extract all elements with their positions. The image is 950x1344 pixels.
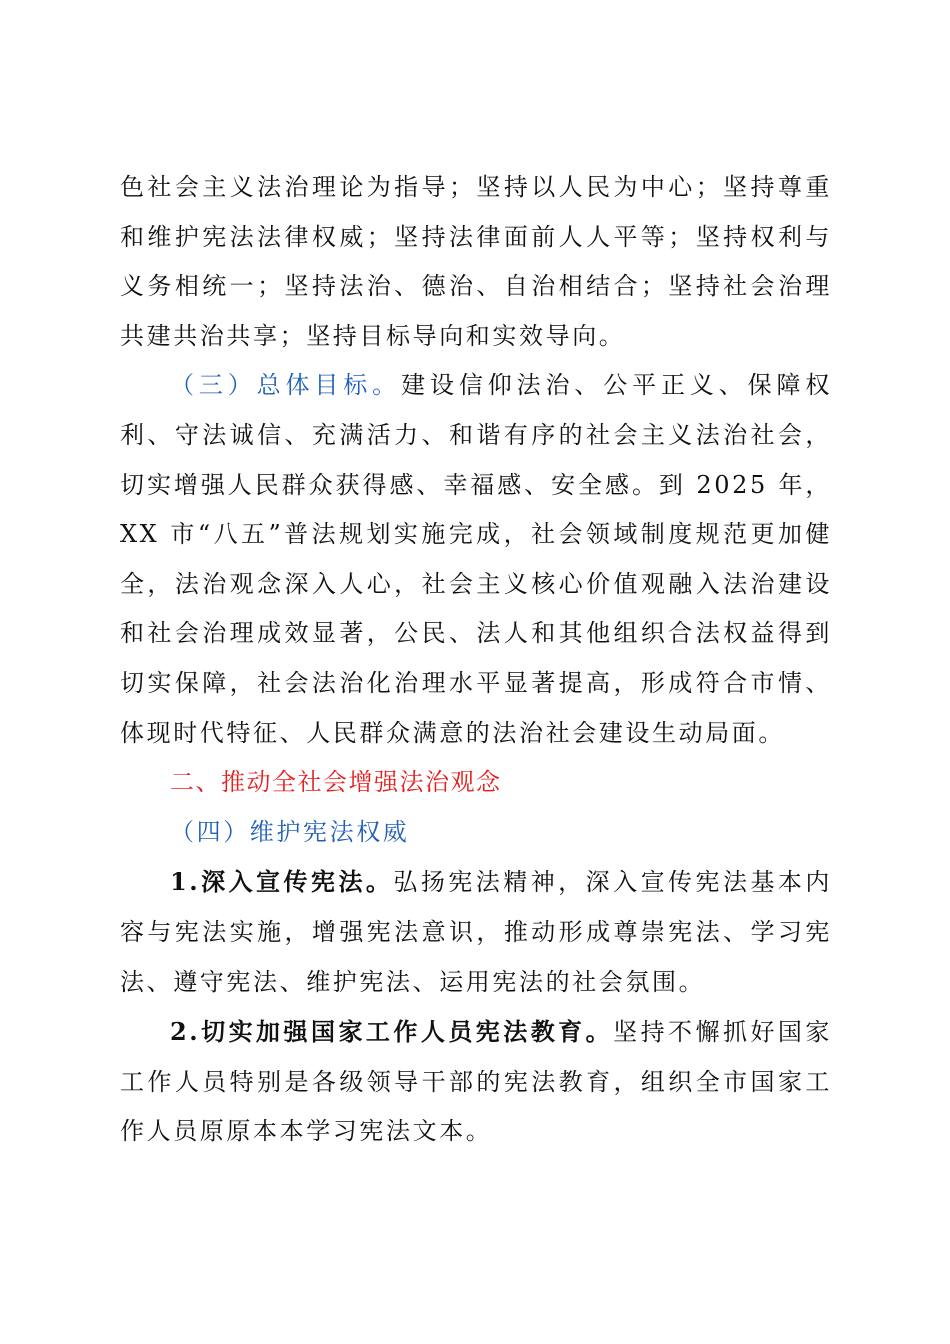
item-promote-constitution-lead: 1.深入宣传宪法。	[170, 867, 394, 897]
paragraph-overall-goal	[120, 361, 832, 758]
item-staff-education-lead: 2.切实加强国家工作人员宪法教育。	[170, 1017, 614, 1047]
heading-overall-goal: （三）总体目标。	[170, 371, 402, 400]
item-promote-constitution-text: 弘扬宪法精神，深入宣传宪法基本内容与宪法实施，增强宪法意识，推动形成尊崇宪法、学习宪法、遵守宪法、维护宪法、运用宪法的社会氛围。	[120, 868, 832, 996]
overall-goal-text: 建设信仰法治、公平正义、保障权利、守法诚信、充满活力、和谐有序的社会主义法治社会，切实增强人民群众获得感、幸福感、安全感。到 2025 年，XX 市“八五”普法规划实施完成，社会领域制度规范更加健全，法治观念深入人心，社会主义核心价值观融入法治建设和社会治理成效显著，公民、法人和其他组织合法权益得到切实保障，社会法治化治理水平显著提高，形成符合市情、体现时代特征、人民群众满意的法治社会建设生动局面。	[120, 371, 832, 747]
document-body	[120, 163, 832, 1157]
item-promote-constitution	[120, 857, 832, 1007]
subheading-uphold-constitution: （四）维护宪法权威	[170, 817, 410, 846]
item-staff-education-text: 坚持不懈抓好国家工作人员特别是各级领导干部的宪法教育，组织全市国家工作人员原原本本学习宪法文本。	[120, 1018, 832, 1146]
paragraph-principles: 色社会主义法治理论为指导；坚持以人民为中心；坚持尊重和维护宪法法律权威；坚持法律面前人人平等；坚持权利与义务相统一；坚持法治、德治、自治相结合；坚持社会治理共建共治共享；坚持目标导向和实效导向。	[120, 173, 832, 350]
item-staff-constitution-education	[120, 1007, 832, 1157]
section-heading-legal-awareness: 二、推动全社会增强法治观念	[170, 768, 502, 797]
